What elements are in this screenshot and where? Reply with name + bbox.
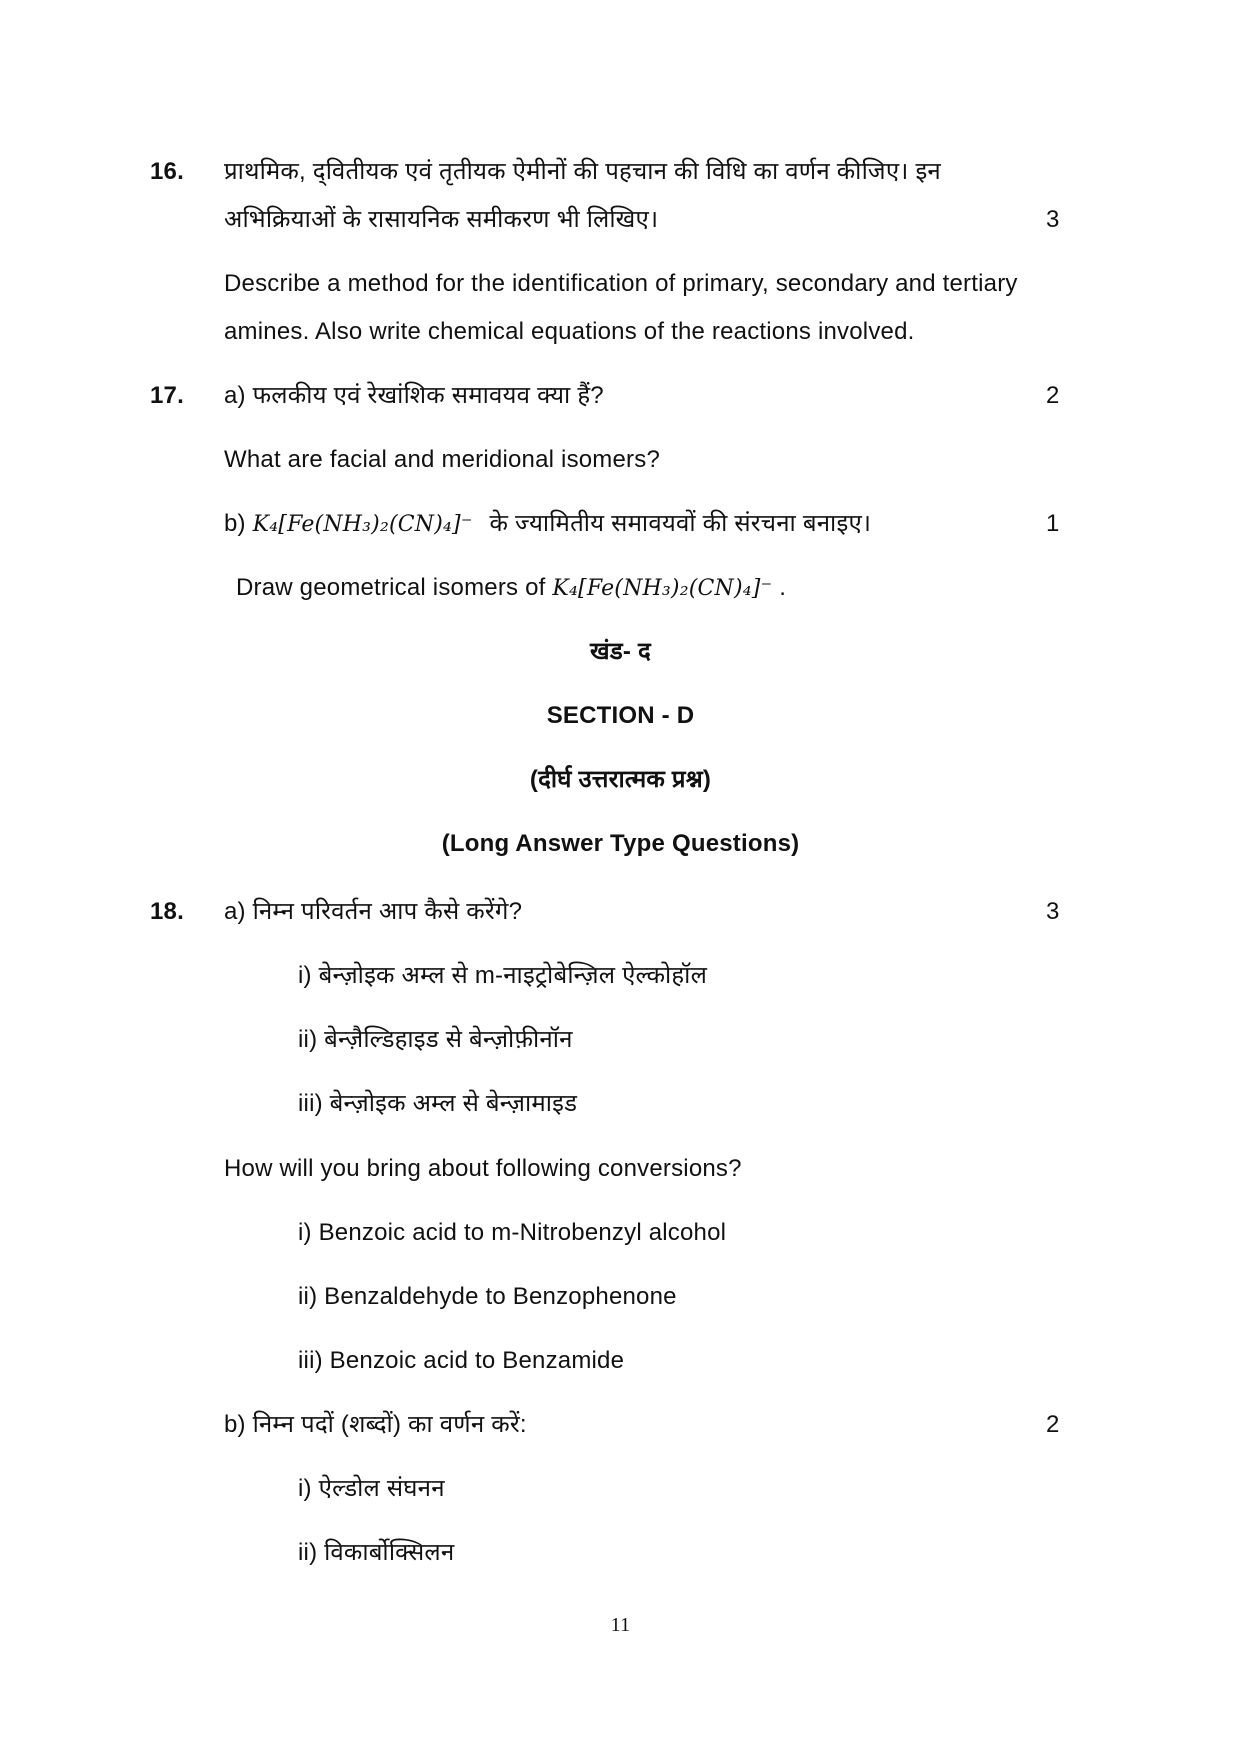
q16-number: 16. [150,158,184,185]
q17-b-prefix: b) [224,510,246,537]
q17-number: 17. [150,382,184,409]
q18-a-marks: 3 [1046,898,1060,925]
q17-b-english-formula: K₄[Fe(NH₃)₂(CN)₄]⁻ [552,576,773,601]
q17-a-marks: 2 [1046,382,1060,409]
q18-a-hindi-item: ii) बेन्ज़ैल्डिहाइड से बेन्ज़ोफ़ीनॉन [298,1026,573,1053]
q18-b-marks: 2 [1046,1411,1060,1438]
q18-a-hindi-item: iii) बेन्ज़ोइक अम्ल से बेन्ज़ामाइड [298,1090,578,1117]
q18-a-hindi: a) निम्न परिवर्तन आप कैसे करेंगे? [224,898,523,925]
q17-b-marks: 1 [1046,510,1060,537]
q16-english-line2: amines. Also write chemical equations of the reactions involved. [224,318,915,345]
q18-a-english-item: ii) Benzaldehyde to Benzophenone [298,1283,677,1310]
q18-b-hindi-item: i) ऐल्डोल संघनन [298,1475,445,1502]
q18-a-english-item: iii) Benzoic acid to Benzamide [298,1347,625,1374]
q17-a-hindi: a) फलकीय एवं रेखांशिक समावयव क्या हैं? [224,382,604,409]
q16-marks: 3 [1046,206,1060,233]
section-hindi-subtitle: (दीर्घ उत्तरात्मक प्रश्न) [529,766,712,793]
q17-b-english-suffix: . [779,574,787,601]
page-number: 11 [610,1614,631,1636]
q17-formula: K₄[Fe(NH₃)₂(CN)₄]⁻ [252,512,473,537]
q17-b-hindi-rest: के ज्यामितीय समावयवों की संरचना बनाइए। [489,510,872,537]
q17-b-english-prefix: Draw geometrical isomers of [236,574,546,601]
section-hindi-title: खंड- द [590,638,651,665]
q16-english-line1: Describe a method for the identification of primary, secondary and tertiary [224,270,1018,297]
q18-a-english: How will you bring about following conversions? [224,1155,742,1182]
q16-hindi-line1: प्राथमिक, द्‌वितीयक एवं तृतीयक ऐमीनों की पहचान की विधि का वर्णन कीजिए। इन [224,158,941,185]
q18-b-hindi: b) निम्न पदों (शब्दों) का वर्णन करें: [224,1411,527,1438]
q18-a-hindi-item: i) बेन्ज़ोइक अम्ल से m-नाइट्रोबेन्ज़िल ऐल्कोहॉल [298,962,708,989]
section-english-subtitle: (Long Answer Type Questions) [441,830,800,857]
q17-b-line [224,512,871,536]
q18-number: 18. [150,898,184,925]
q16-hindi-line2: अभिक्रियाओं के रासायनिक समीकरण भी लिखिए। [224,206,659,233]
q17-a-english: What are facial and meridional isomers? [224,446,660,473]
q18-b-hindi-item: ii) विकार्बोक्सिलन [298,1539,455,1566]
q18-a-english-item: i) Benzoic acid to m-Nitrobenzyl alcohol [298,1219,727,1246]
section-english-title: SECTION - D [546,702,695,729]
q17-b-english-line [236,576,786,600]
